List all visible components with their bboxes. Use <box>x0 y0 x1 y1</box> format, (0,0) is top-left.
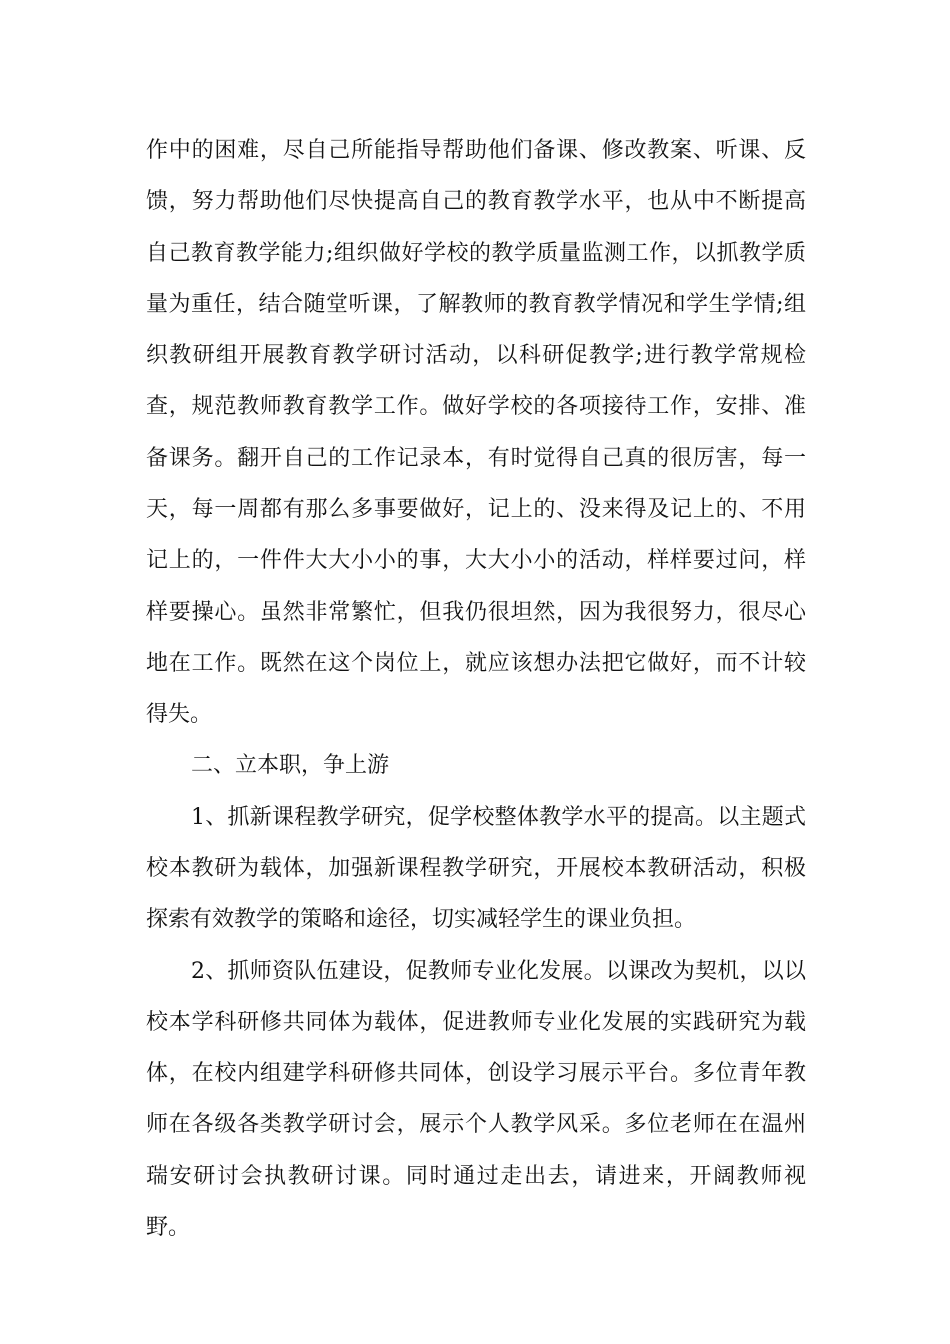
text-line-17: 2、抓师资队伍建设，促教师专业化发展。以课改为契机，以以 <box>191 959 806 984</box>
text-line-6: 查，规范教师教育教学工作。做好学校的各项接待工作，安排、准 <box>146 394 806 419</box>
text-line-8: 天，每一周都有那么多事要做好，记上的、没来得及记上的、不用 <box>146 497 806 522</box>
text-line-19: 体，在校内组建学科研修共同体，创设学习展示平台。多位青年教 <box>146 1061 806 1086</box>
text-line-3: 自己教育教学能力;组织做好学校的教学质量监测工作，以抓教学质 <box>146 241 806 266</box>
text-line-12: 得失。 <box>146 702 213 727</box>
text-line-21: 瑞安研讨会执教研讨课。同时通过走出去，请进来，开阔教师视 <box>146 1164 806 1189</box>
text-line-10: 样要操心。虽然非常繁忙，但我仍很坦然，因为我很努力，很尽心 <box>146 600 806 625</box>
text-line-14: 1、抓新课程教学研究，促学校整体教学水平的提高。以主题式 <box>191 805 806 830</box>
text-line-2: 馈，努力帮助他们尽快提高自己的教育教学水平，也从中不断提高 <box>146 189 806 214</box>
text-line-22: 野。 <box>146 1215 191 1240</box>
text-line-18: 校本学科研修共同体为载体，促进教师专业化发展的实践研究为载 <box>146 1010 806 1035</box>
section-heading: 二、立本职，争上游 <box>191 753 390 778</box>
text-line-20: 师在各级各类教学研讨会，展示个人教学风采。多位老师在在温州 <box>146 1112 806 1137</box>
text-line-4: 量为重任，结合随堂听课，了解教师的教育教学情况和学生学情;组 <box>146 292 806 317</box>
text-line-5: 织教研组开展教育教学研讨活动，以科研促教学;进行教学常规检 <box>146 343 806 368</box>
text-line-7: 备课务。翻开自己的工作记录本，有时觉得自己真的很厉害，每一 <box>146 446 806 471</box>
text-line-11: 地在工作。既然在这个岗位上，就应该想办法把它做好，而不计较 <box>146 651 806 676</box>
text-line-9: 记上的，一件件大大小小的事，大大小小的活动，样样要过问，样 <box>146 548 806 573</box>
text-line-16: 探索有效教学的策略和途径，切实减轻学生的课业负担。 <box>146 907 697 932</box>
text-line-15: 校本教研为载体，加强新课程教学研究，开展校本教研活动，积极 <box>146 856 806 881</box>
text-line-1: 作中的困难，尽自己所能指导帮助他们备课、修改教案、听课、反 <box>146 138 806 163</box>
